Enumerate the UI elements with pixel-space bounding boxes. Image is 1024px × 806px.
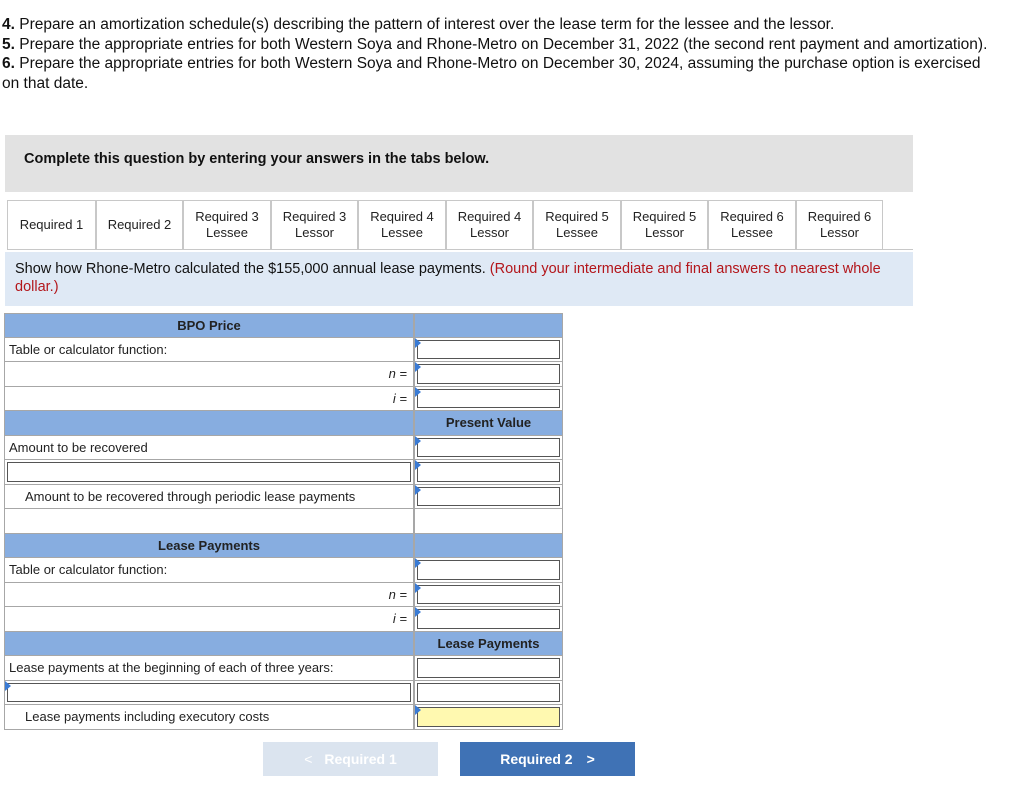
table-function-input-cell-2 bbox=[414, 558, 563, 583]
tab-required-5-lessor[interactable]: Required 5 Lessor bbox=[621, 200, 708, 249]
tab-required-3-lessee[interactable]: Required 3 Lessee bbox=[183, 200, 271, 249]
instruction-banner bbox=[5, 135, 913, 192]
n-input-2[interactable] bbox=[417, 585, 560, 605]
table-row bbox=[4, 485, 563, 510]
lease-payments-section-header: Lease Payments bbox=[4, 534, 414, 559]
amount-periodic-input-cell bbox=[414, 485, 563, 510]
table-row bbox=[4, 681, 563, 706]
chevron-right-icon: > bbox=[586, 751, 595, 767]
i-label-2: i = bbox=[4, 607, 414, 632]
lease-beginning-input[interactable] bbox=[417, 658, 560, 678]
banner-text: Complete this question by entering your answers in the tabs below. bbox=[24, 151, 490, 167]
n-label-2: n = bbox=[4, 583, 414, 608]
table-row bbox=[4, 558, 563, 583]
lease-beginning-input-cell bbox=[414, 656, 563, 681]
lease-payments-header: Lease Payments bbox=[437, 635, 540, 651]
amount-recovered-input[interactable] bbox=[417, 438, 560, 458]
present-value-header: Present Value bbox=[445, 415, 532, 431]
pv-header-cell bbox=[414, 411, 563, 436]
input-flag-icon bbox=[415, 705, 421, 715]
question-description: Show how Rhone-Metro calculated the $155,000 annual lease payments. (Round your intermediate and final answers to nearest whole dollar.) bbox=[5, 252, 913, 306]
input-flag-icon bbox=[5, 681, 11, 691]
amount-periodic-label: Amount to be recovered through periodic lease payments bbox=[4, 485, 414, 510]
prev-button-label: Required 1 bbox=[324, 751, 397, 767]
table-row bbox=[4, 460, 563, 485]
table-row bbox=[4, 436, 563, 461]
instruction-4: 4. Prepare an amortization schedule(s) describing the pattern of interest over the lease term for the lessee and the lessor. bbox=[2, 16, 835, 33]
blank-input-cell bbox=[414, 460, 563, 485]
instructions bbox=[2, 15, 1002, 93]
input-flag-icon bbox=[415, 362, 421, 372]
table-row bbox=[4, 362, 563, 387]
table-function-label: Table or calculator function: bbox=[4, 338, 414, 363]
blank-input-cell-2 bbox=[414, 681, 563, 706]
instruction-5: 5. Prepare the appropriate entries for both Western Soya and Rhone-Metro on December 31, 2022 (the second rent payment and amortization). bbox=[2, 35, 988, 53]
chevron-left-icon: < bbox=[304, 751, 313, 767]
amount-recovered-input-cell bbox=[414, 436, 563, 461]
value-input-2[interactable] bbox=[417, 683, 560, 703]
lease-payments-header-cell bbox=[414, 632, 563, 657]
blank-left-cell-2 bbox=[4, 681, 414, 706]
answer-table bbox=[4, 313, 563, 730]
table-row-lease-header bbox=[4, 534, 563, 559]
n-input-cell-2 bbox=[414, 583, 563, 608]
blank-left-cell bbox=[4, 509, 414, 534]
lease-beginning-label: Lease payments at the beginning of each of three years: bbox=[4, 656, 414, 681]
table-function-input[interactable] bbox=[417, 340, 560, 360]
value-input[interactable] bbox=[417, 462, 560, 482]
n-label: n = bbox=[4, 362, 414, 387]
lease-exec-input-cell bbox=[414, 705, 563, 730]
input-flag-icon bbox=[415, 583, 421, 593]
prev-button[interactable] bbox=[263, 742, 438, 776]
tab-required-1[interactable]: Required 1 bbox=[7, 200, 96, 249]
i-input[interactable] bbox=[417, 389, 560, 409]
i-label: i = bbox=[4, 387, 414, 412]
tab-required-4-lessor[interactable]: Required 4 Lessor bbox=[446, 200, 533, 249]
input-flag-icon bbox=[415, 460, 421, 470]
lease-exec-input[interactable] bbox=[417, 707, 560, 727]
pv-header-left bbox=[4, 411, 414, 436]
tab-required-5-lessee[interactable]: Required 5 Lessee bbox=[533, 200, 621, 249]
table-function-label-2: Table or calculator function: bbox=[4, 558, 414, 583]
tab-bar bbox=[7, 200, 883, 250]
lease-exec-label: Lease payments including executory costs bbox=[4, 705, 414, 730]
left-text-input[interactable] bbox=[7, 462, 411, 482]
tab-divider bbox=[7, 249, 913, 250]
i-input-cell bbox=[414, 387, 563, 412]
input-flag-icon bbox=[415, 485, 421, 495]
lease-payments-header-left bbox=[4, 632, 414, 657]
table-row-lease-payments-header bbox=[4, 632, 563, 657]
next-button-label: Required 2 bbox=[500, 751, 573, 767]
next-button[interactable] bbox=[460, 742, 635, 776]
left-text-input-2[interactable] bbox=[7, 683, 411, 703]
input-flag-icon bbox=[415, 607, 421, 617]
tab-required-4-lessee[interactable]: Required 4 Lessee bbox=[358, 200, 446, 249]
bpo-price-header: BPO Price bbox=[4, 313, 414, 338]
table-function-input-cell bbox=[414, 338, 563, 363]
blank-left-cell bbox=[4, 460, 414, 485]
tab-required-6-lessor[interactable]: Required 6 Lessor bbox=[796, 200, 883, 249]
table-row bbox=[4, 387, 563, 412]
i-input-cell-2 bbox=[414, 607, 563, 632]
table-row bbox=[4, 656, 563, 681]
tab-required-3-lessor[interactable]: Required 3 Lessor bbox=[271, 200, 358, 249]
table-row bbox=[4, 607, 563, 632]
table-row bbox=[4, 583, 563, 608]
table-function-input-2[interactable] bbox=[417, 560, 560, 580]
table-row bbox=[4, 338, 563, 363]
input-flag-icon bbox=[415, 436, 421, 446]
input-flag-icon bbox=[415, 387, 421, 397]
i-input-2[interactable] bbox=[417, 609, 560, 629]
n-input-cell bbox=[414, 362, 563, 387]
clipped-text-top bbox=[0, 0, 1024, 10]
input-flag-icon bbox=[415, 338, 421, 348]
tab-required-2[interactable]: Required 2 bbox=[96, 200, 183, 249]
amount-recovered-label: Amount to be recovered bbox=[4, 436, 414, 461]
table-row-bpo-header bbox=[4, 313, 563, 338]
table-row bbox=[4, 705, 563, 730]
blank-right-cell bbox=[414, 509, 563, 534]
amount-periodic-input[interactable] bbox=[417, 487, 560, 507]
bpo-price-header-cell bbox=[414, 313, 563, 338]
input-flag-icon bbox=[415, 558, 421, 568]
lease-header-cell bbox=[414, 534, 563, 559]
table-row-pv-header bbox=[4, 411, 563, 436]
n-input[interactable] bbox=[417, 364, 560, 384]
table-row bbox=[4, 509, 563, 534]
tab-required-6-lessee[interactable]: Required 6 Lessee bbox=[708, 200, 796, 249]
instruction-6: 6. Prepare the appropriate entries for both Western Soya and Rhone-Metro on December 30, 2024, assuming the purchase option is exercised on that date. bbox=[2, 55, 981, 92]
